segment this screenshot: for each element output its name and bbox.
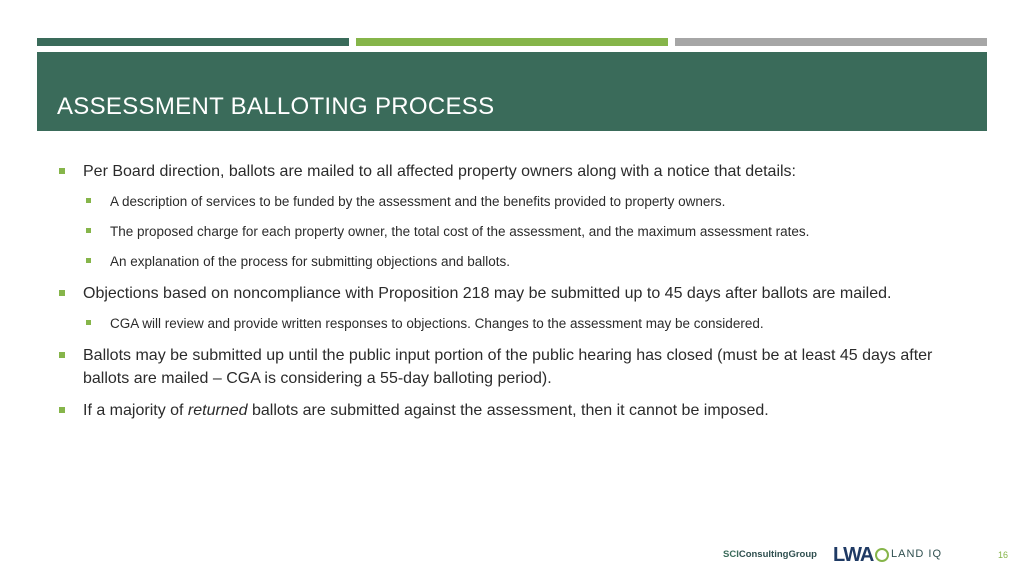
sub-bullet-1-1 bbox=[56, 192, 956, 211]
bullet-square-icon bbox=[59, 352, 65, 358]
top-bar-gray bbox=[675, 38, 987, 46]
sub-bullet-text: A description of services to be funded by the assessment and the benefits provided to property owners. bbox=[110, 194, 726, 209]
sub-bullet-2-1 bbox=[56, 314, 956, 333]
footer-logos bbox=[723, 546, 983, 574]
top-bar-light-green bbox=[356, 38, 668, 46]
sci-logo-rest: ConsultingGroup bbox=[738, 549, 817, 560]
land-iq-icon bbox=[875, 548, 889, 562]
bullet-square-icon bbox=[59, 168, 65, 174]
bullet-2 bbox=[56, 282, 956, 305]
bullet-text: Per Board direction, ballots are mailed to all affected property owners along with a notice that details: bbox=[83, 163, 796, 180]
sci-logo-prefix: SCI bbox=[723, 549, 739, 560]
bullet-text: Ballots may be submitted up until the public input portion of the public hearing has closed (must be at least 45 days after ballots are mailed – CGA is considering a 55-day balloting period). bbox=[83, 347, 933, 387]
sub-bullet-1-2 bbox=[56, 222, 956, 241]
bullet-square-icon bbox=[59, 407, 65, 413]
bullet-square-icon bbox=[59, 290, 65, 296]
top-bar-dark-green bbox=[37, 38, 349, 46]
lwa-logo: LWA bbox=[833, 544, 874, 566]
bullet-1 bbox=[56, 160, 956, 183]
bullet-text: Objections based on noncompliance with Proposition 218 may be submitted up to 45 days after ballots are mailed. bbox=[83, 285, 892, 302]
bullet-3 bbox=[56, 344, 956, 390]
slide-title: ASSESSMENT BALLOTING PROCESS bbox=[57, 93, 495, 120]
sci-consulting-group-logo bbox=[723, 549, 817, 560]
sub-bullet-text: The proposed charge for each property owner, the total cost of the assessment, and the maximum assessment rates. bbox=[110, 224, 810, 239]
bullet-text-before: If a majority of bbox=[83, 402, 188, 419]
bullet-square-icon bbox=[86, 228, 91, 233]
bullet-square-icon bbox=[86, 258, 91, 263]
land-iq-logo: LAND IQ bbox=[891, 548, 943, 560]
bullet-square-icon bbox=[86, 198, 91, 203]
sub-bullet-text: CGA will review and provide written responses to objections. Changes to the assessment may be considered. bbox=[110, 316, 764, 331]
title-band bbox=[37, 52, 987, 131]
sub-bullet-1-3 bbox=[56, 252, 956, 271]
slide-content bbox=[56, 160, 956, 431]
bullet-4 bbox=[56, 399, 956, 422]
bullet-square-icon bbox=[86, 320, 91, 325]
sub-bullet-text: An explanation of the process for submitting objections and ballots. bbox=[110, 254, 510, 269]
bullet-text-after: ballots are submitted against the assessment, then it cannot be imposed. bbox=[247, 402, 769, 419]
page-number: 16 bbox=[997, 550, 1008, 560]
bullet-emphasis: returned bbox=[187, 402, 248, 419]
